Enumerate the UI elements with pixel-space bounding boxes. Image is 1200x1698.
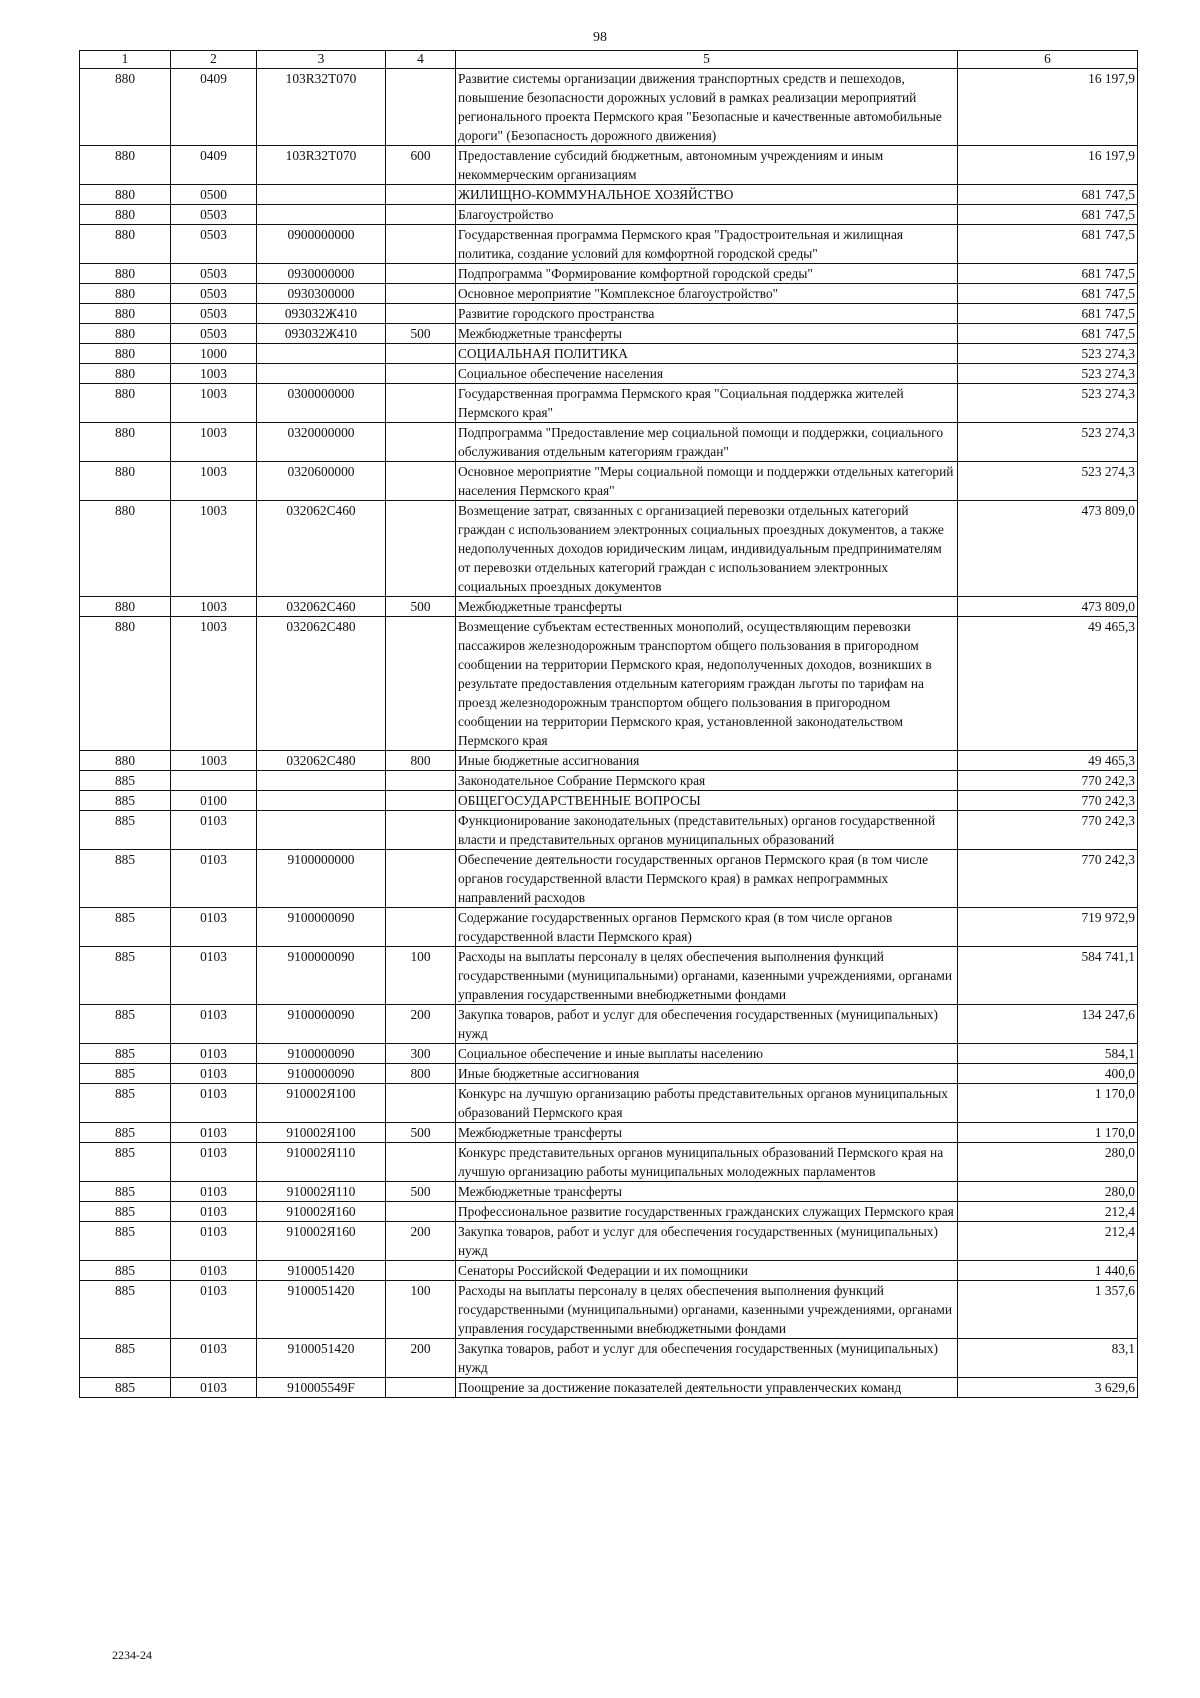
cell-expense-type: 500 — [386, 597, 456, 617]
cell-item-name: Функционирование законодательных (представительных) органов государственной власти и представительных органов муниципальных образований — [456, 811, 958, 850]
cell-expense-type — [386, 264, 456, 284]
cell-item-name: Закупка товаров, работ и услуг для обеспечения государственных (муниципальных) нужд — [456, 1005, 958, 1044]
cell-target-article: 103R32T070 — [257, 69, 386, 146]
table-row — [80, 908, 1138, 947]
cell-section-code: 0103 — [171, 811, 257, 850]
cell-admin-code: 885 — [80, 947, 171, 1005]
cell-amount: 681 747,5 — [958, 185, 1138, 205]
cell-section-code: 0103 — [171, 850, 257, 908]
cell-item-name: Расходы на выплаты персоналу в целях обеспечения выполнения функций государственными (муниципальными) органами, казенными учреждениями, органами управления государственными внебюджетными фондами — [456, 947, 958, 1005]
cell-item-name: Конкурс представительных органов муниципальных образований Пермского края на лучшую организацию работы муниципальных молодежных парламентов — [456, 1143, 958, 1182]
cell-expense-type: 200 — [386, 1222, 456, 1261]
cell-expense-type — [386, 617, 456, 751]
cell-section-code: 0103 — [171, 1339, 257, 1378]
cell-amount: 681 747,5 — [958, 225, 1138, 264]
cell-section-code: 0103 — [171, 1123, 257, 1143]
cell-admin-code: 885 — [80, 1123, 171, 1143]
cell-expense-type — [386, 69, 456, 146]
cell-admin-code: 880 — [80, 501, 171, 597]
cell-section-code: 0100 — [171, 791, 257, 811]
cell-item-name: Закупка товаров, работ и услуг для обеспечения государственных (муниципальных) нужд — [456, 1339, 958, 1378]
cell-item-name: Поощрение за достижение показателей деятельности управленческих команд — [456, 1378, 958, 1398]
cell-admin-code: 880 — [80, 264, 171, 284]
table-row — [80, 205, 1138, 225]
cell-target-article: 9100051420 — [257, 1261, 386, 1281]
cell-section-code: 1003 — [171, 384, 257, 423]
cell-target-article: 9100000090 — [257, 1064, 386, 1084]
cell-target-article: 0320600000 — [257, 462, 386, 501]
cell-target-article: 9100000090 — [257, 1005, 386, 1044]
cell-section-code: 0103 — [171, 1378, 257, 1398]
cell-amount: 584 741,1 — [958, 947, 1138, 1005]
cell-section-code: 0409 — [171, 146, 257, 185]
table-row — [80, 1202, 1138, 1222]
cell-item-name: Сенаторы Российской Федерации и их помощники — [456, 1261, 958, 1281]
cell-expense-type: 800 — [386, 751, 456, 771]
cell-expense-type — [386, 1143, 456, 1182]
cell-amount: 681 747,5 — [958, 284, 1138, 304]
cell-amount: 212,4 — [958, 1202, 1138, 1222]
table-row — [80, 791, 1138, 811]
table-row — [80, 384, 1138, 423]
table-row — [80, 811, 1138, 850]
cell-item-name: Подпрограмма "Формирование комфортной городской среды" — [456, 264, 958, 284]
cell-item-name: Государственная программа Пермского края "Градостроительная и жилищная политика, создание условий для комфортной городской среды" — [456, 225, 958, 264]
cell-target-article: 9100000000 — [257, 850, 386, 908]
cell-admin-code: 880 — [80, 344, 171, 364]
cell-item-name: Конкурс на лучшую организацию работы представительных органов муниципальных образований Пермского края — [456, 1084, 958, 1123]
header-col-1: 1 — [80, 51, 171, 69]
cell-item-name: Подпрограмма "Предоставление мер социальной помощи и поддержки, социального обслуживания отдельным категориям граждан" — [456, 423, 958, 462]
cell-item-name: Развитие городского пространства — [456, 304, 958, 324]
cell-admin-code: 880 — [80, 284, 171, 304]
cell-expense-type — [386, 791, 456, 811]
table-row — [80, 1281, 1138, 1339]
cell-target-article — [257, 185, 386, 205]
table-row — [80, 344, 1138, 364]
cell-item-name: Основное мероприятие "Меры социальной помощи и поддержки отдельных категорий населения Пермского края" — [456, 462, 958, 501]
cell-section-code: 0103 — [171, 1281, 257, 1339]
cell-admin-code: 885 — [80, 1084, 171, 1123]
table-row — [80, 1044, 1138, 1064]
cell-item-name: Основное мероприятие "Комплексное благоустройство" — [456, 284, 958, 304]
cell-target-article: 0300000000 — [257, 384, 386, 423]
cell-target-article: 910002Я160 — [257, 1202, 386, 1222]
cell-amount: 523 274,3 — [958, 462, 1138, 501]
cell-item-name: Расходы на выплаты персоналу в целях обеспечения выполнения функций государственными (муниципальными) органами, казенными учреждениями, органами управления государственными внебюджетными фондами — [456, 1281, 958, 1339]
table-row — [80, 462, 1138, 501]
cell-admin-code: 880 — [80, 69, 171, 146]
cell-expense-type — [386, 811, 456, 850]
cell-target-article: 910002Я100 — [257, 1084, 386, 1123]
cell-section-code — [171, 771, 257, 791]
header-col-5: 5 — [456, 51, 958, 69]
cell-section-code: 0103 — [171, 1064, 257, 1084]
cell-expense-type — [386, 462, 456, 501]
cell-amount: 16 197,9 — [958, 146, 1138, 185]
cell-admin-code: 880 — [80, 205, 171, 225]
cell-target-article: 0900000000 — [257, 225, 386, 264]
cell-item-name: Межбюджетные трансферты — [456, 1182, 958, 1202]
cell-expense-type: 100 — [386, 1281, 456, 1339]
cell-admin-code: 885 — [80, 1378, 171, 1398]
cell-item-name: ЖИЛИЩНО-КОММУНАЛЬНОЕ ХОЗЯЙСТВО — [456, 185, 958, 205]
cell-item-name: Социальное обеспечение и иные выплаты населению — [456, 1044, 958, 1064]
cell-amount: 770 242,3 — [958, 850, 1138, 908]
cell-expense-type: 500 — [386, 1182, 456, 1202]
cell-target-article: 032062С480 — [257, 617, 386, 751]
cell-item-name: Содержание государственных органов Пермского края (в том числе органов государственной власти Пермского края) — [456, 908, 958, 947]
header-col-3: 3 — [257, 51, 386, 69]
cell-target-article — [257, 205, 386, 225]
cell-target-article — [257, 364, 386, 384]
cell-amount: 523 274,3 — [958, 364, 1138, 384]
header-col-4: 4 — [386, 51, 456, 69]
cell-target-article: 9100000090 — [257, 908, 386, 947]
cell-section-code: 1003 — [171, 501, 257, 597]
cell-admin-code: 885 — [80, 811, 171, 850]
cell-item-name: Межбюджетные трансферты — [456, 324, 958, 344]
cell-amount: 770 242,3 — [958, 771, 1138, 791]
table-row — [80, 751, 1138, 771]
document-code: 2234-24 — [112, 1648, 152, 1662]
cell-target-article: 103R32T070 — [257, 146, 386, 185]
cell-admin-code: 880 — [80, 384, 171, 423]
cell-item-name: СОЦИАЛЬНАЯ ПОЛИТИКА — [456, 344, 958, 364]
cell-amount: 681 747,5 — [958, 205, 1138, 225]
cell-target-article — [257, 791, 386, 811]
cell-item-name: Государственная программа Пермского края "Социальная поддержка жителей Пермского края" — [456, 384, 958, 423]
cell-section-code: 0103 — [171, 1261, 257, 1281]
cell-section-code: 0103 — [171, 1044, 257, 1064]
cell-amount: 473 809,0 — [958, 597, 1138, 617]
cell-section-code: 0503 — [171, 205, 257, 225]
table-row — [80, 364, 1138, 384]
cell-expense-type — [386, 284, 456, 304]
cell-amount: 681 747,5 — [958, 264, 1138, 284]
cell-amount: 719 972,9 — [958, 908, 1138, 947]
table-row — [80, 947, 1138, 1005]
cell-target-article: 910002Я110 — [257, 1143, 386, 1182]
cell-amount: 83,1 — [958, 1339, 1138, 1378]
page-number: 98 — [593, 30, 607, 45]
cell-section-code: 0103 — [171, 1182, 257, 1202]
cell-section-code: 1003 — [171, 751, 257, 771]
cell-section-code: 0103 — [171, 1005, 257, 1044]
header-col-2: 2 — [171, 51, 257, 69]
cell-item-name: Профессиональное развитие государственных гражданских служащих Пермского края — [456, 1202, 958, 1222]
cell-admin-code: 885 — [80, 908, 171, 947]
cell-target-article: 910002Я160 — [257, 1222, 386, 1261]
cell-target-article: 0320000000 — [257, 423, 386, 462]
cell-target-article: 0930000000 — [257, 264, 386, 284]
cell-admin-code: 885 — [80, 1182, 171, 1202]
table-row — [80, 185, 1138, 205]
cell-section-code: 0503 — [171, 264, 257, 284]
cell-target-article — [257, 771, 386, 791]
cell-amount: 681 747,5 — [958, 304, 1138, 324]
cell-item-name: Межбюджетные трансферты — [456, 597, 958, 617]
cell-expense-type — [386, 344, 456, 364]
cell-admin-code: 880 — [80, 423, 171, 462]
cell-section-code: 0103 — [171, 1222, 257, 1261]
cell-admin-code: 885 — [80, 850, 171, 908]
cell-amount: 584,1 — [958, 1044, 1138, 1064]
table-row — [80, 69, 1138, 146]
cell-admin-code: 885 — [80, 1202, 171, 1222]
cell-amount: 134 247,6 — [958, 1005, 1138, 1044]
cell-admin-code: 885 — [80, 1005, 171, 1044]
cell-expense-type — [386, 1261, 456, 1281]
cell-item-name: Межбюджетные трансферты — [456, 1123, 958, 1143]
cell-target-article: 032062С480 — [257, 751, 386, 771]
cell-section-code: 1003 — [171, 364, 257, 384]
cell-admin-code: 885 — [80, 1261, 171, 1281]
cell-expense-type: 100 — [386, 947, 456, 1005]
cell-target-article: 093032Ж410 — [257, 324, 386, 344]
cell-amount: 523 274,3 — [958, 384, 1138, 423]
cell-admin-code: 880 — [80, 324, 171, 344]
cell-section-code: 0103 — [171, 947, 257, 1005]
cell-target-article — [257, 811, 386, 850]
cell-admin-code: 880 — [80, 751, 171, 771]
cell-admin-code: 885 — [80, 1339, 171, 1378]
table-row — [80, 501, 1138, 597]
table-row — [80, 1084, 1138, 1123]
cell-expense-type: 600 — [386, 146, 456, 185]
cell-expense-type — [386, 771, 456, 791]
cell-section-code: 1003 — [171, 617, 257, 751]
cell-section-code: 1003 — [171, 423, 257, 462]
cell-item-name: Развитие системы организации движения транспортных средств и пешеходов, повышение безопасности дорожных условий в рамках реализации мероприятий регионального проекта Пермского края "Безопасные и качественные автомобильные дороги" (Безопасность дорожного движения) — [456, 69, 958, 146]
cell-target-article: 093032Ж410 — [257, 304, 386, 324]
table-row — [80, 1123, 1138, 1143]
cell-amount: 681 747,5 — [958, 324, 1138, 344]
cell-target-article — [257, 344, 386, 364]
cell-item-name: Закупка товаров, работ и услуг для обеспечения государственных (муниципальных) нужд — [456, 1222, 958, 1261]
cell-section-code: 0503 — [171, 284, 257, 304]
cell-amount: 49 465,3 — [958, 617, 1138, 751]
cell-expense-type — [386, 1084, 456, 1123]
cell-section-code: 1000 — [171, 344, 257, 364]
cell-admin-code: 885 — [80, 1044, 171, 1064]
cell-amount: 212,4 — [958, 1222, 1138, 1261]
cell-section-code: 0500 — [171, 185, 257, 205]
cell-admin-code: 880 — [80, 617, 171, 751]
cell-expense-type: 800 — [386, 1064, 456, 1084]
header-col-6: 6 — [958, 51, 1138, 69]
table-row — [80, 617, 1138, 751]
table-row — [80, 1143, 1138, 1182]
cell-admin-code: 880 — [80, 462, 171, 501]
table-row — [80, 225, 1138, 264]
cell-admin-code: 885 — [80, 1064, 171, 1084]
cell-section-code: 0503 — [171, 304, 257, 324]
cell-expense-type: 300 — [386, 1044, 456, 1064]
cell-admin-code: 885 — [80, 1222, 171, 1261]
table-row — [80, 1064, 1138, 1084]
header-row — [80, 51, 1138, 69]
table-row — [80, 284, 1138, 304]
cell-section-code: 0103 — [171, 1143, 257, 1182]
cell-amount: 1 170,0 — [958, 1123, 1138, 1143]
cell-expense-type — [386, 304, 456, 324]
cell-amount: 1 357,6 — [958, 1281, 1138, 1339]
cell-expense-type — [386, 185, 456, 205]
cell-section-code: 0409 — [171, 69, 257, 146]
table-row — [80, 146, 1138, 185]
cell-section-code: 0503 — [171, 225, 257, 264]
cell-admin-code: 880 — [80, 146, 171, 185]
cell-expense-type — [386, 501, 456, 597]
table-row — [80, 1339, 1138, 1378]
cell-amount: 400,0 — [958, 1064, 1138, 1084]
cell-item-name: Благоустройство — [456, 205, 958, 225]
table-row — [80, 264, 1138, 284]
cell-expense-type — [386, 364, 456, 384]
cell-admin-code: 880 — [80, 225, 171, 264]
cell-amount: 16 197,9 — [958, 69, 1138, 146]
cell-item-name: Обеспечение деятельности государственных органов Пермского края (в том числе органов государственной власти Пермского края) в рамках непрограммных направлений расходов — [456, 850, 958, 908]
cell-target-article: 9100000090 — [257, 947, 386, 1005]
cell-amount: 49 465,3 — [958, 751, 1138, 771]
cell-section-code: 0103 — [171, 1202, 257, 1222]
cell-expense-type: 200 — [386, 1339, 456, 1378]
table-row — [80, 1261, 1138, 1281]
budget-table — [79, 50, 1138, 1398]
cell-amount: 280,0 — [958, 1143, 1138, 1182]
cell-expense-type — [386, 1202, 456, 1222]
cell-amount: 770 242,3 — [958, 811, 1138, 850]
cell-section-code: 0503 — [171, 324, 257, 344]
cell-expense-type: 500 — [386, 1123, 456, 1143]
cell-target-article: 032062С460 — [257, 597, 386, 617]
cell-expense-type — [386, 908, 456, 947]
cell-admin-code: 885 — [80, 1143, 171, 1182]
cell-admin-code: 880 — [80, 185, 171, 205]
table-row — [80, 771, 1138, 791]
cell-item-name: ОБЩЕГОСУДАРСТВЕННЫЕ ВОПРОСЫ — [456, 791, 958, 811]
cell-target-article: 910002Я100 — [257, 1123, 386, 1143]
cell-expense-type — [386, 850, 456, 908]
cell-target-article: 910005549F — [257, 1378, 386, 1398]
cell-item-name: Социальное обеспечение населения — [456, 364, 958, 384]
table-body — [80, 69, 1138, 1398]
cell-expense-type — [386, 1378, 456, 1398]
cell-item-name: Возмещение затрат, связанных с организацией перевозки отдельных категорий граждан с использованием электронных социальных проездных документов, а также недополученных доходов юридическим лицам, индивидуальным предпринимателям от перевозки отдельных категорий граждан с использованием электронных социальных проездных документов — [456, 501, 958, 597]
cell-section-code: 1003 — [171, 597, 257, 617]
cell-target-article: 9100051420 — [257, 1339, 386, 1378]
cell-section-code: 0103 — [171, 908, 257, 947]
cell-target-article: 9100051420 — [257, 1281, 386, 1339]
cell-amount: 473 809,0 — [958, 501, 1138, 597]
cell-target-article: 9100000090 — [257, 1044, 386, 1064]
cell-admin-code: 880 — [80, 364, 171, 384]
table-row — [80, 423, 1138, 462]
cell-target-article: 0930300000 — [257, 284, 386, 304]
cell-target-article: 910002Я110 — [257, 1182, 386, 1202]
cell-admin-code: 885 — [80, 1281, 171, 1339]
table-row — [80, 1378, 1138, 1398]
table-row — [80, 850, 1138, 908]
table-row — [80, 1182, 1138, 1202]
cell-expense-type: 500 — [386, 324, 456, 344]
cell-target-article: 032062С460 — [257, 501, 386, 597]
cell-item-name: Предоставление субсидий бюджетным, автономным учреждениям и иным некоммерческим организациям — [456, 146, 958, 185]
cell-expense-type — [386, 384, 456, 423]
cell-admin-code: 885 — [80, 791, 171, 811]
cell-amount: 770 242,3 — [958, 791, 1138, 811]
cell-section-code: 0103 — [171, 1084, 257, 1123]
cell-admin-code: 885 — [80, 771, 171, 791]
cell-expense-type — [386, 423, 456, 462]
cell-amount: 523 274,3 — [958, 423, 1138, 462]
cell-amount: 3 629,6 — [958, 1378, 1138, 1398]
cell-amount: 523 274,3 — [958, 344, 1138, 364]
table-row — [80, 597, 1138, 617]
table-row — [80, 304, 1138, 324]
table-row — [80, 1005, 1138, 1044]
cell-amount: 280,0 — [958, 1182, 1138, 1202]
cell-amount: 1 440,6 — [958, 1261, 1138, 1281]
cell-admin-code: 880 — [80, 304, 171, 324]
table-row — [80, 1222, 1138, 1261]
cell-item-name: Законодательное Собрание Пермского края — [456, 771, 958, 791]
cell-expense-type — [386, 205, 456, 225]
cell-expense-type — [386, 225, 456, 264]
cell-admin-code: 880 — [80, 597, 171, 617]
cell-section-code: 1003 — [171, 462, 257, 501]
cell-item-name: Иные бюджетные ассигнования — [456, 1064, 958, 1084]
cell-amount: 1 170,0 — [958, 1084, 1138, 1123]
cell-item-name: Иные бюджетные ассигнования — [456, 751, 958, 771]
table-row — [80, 324, 1138, 344]
cell-item-name: Возмещение субъектам естественных монополий, осуществляющим перевозки пассажиров железнодорожным транспортом общего пользования в пригородном сообщении на территории Пермского края, недополученных доходов, возникших в результате предоставления отдельным категориям граждан льготы по тарифам на проезд железнодорожным транспортом общего пользования в пригородном сообщении на территории Пермского края, установленной законодательством Пермского края — [456, 617, 958, 751]
cell-expense-type: 200 — [386, 1005, 456, 1044]
